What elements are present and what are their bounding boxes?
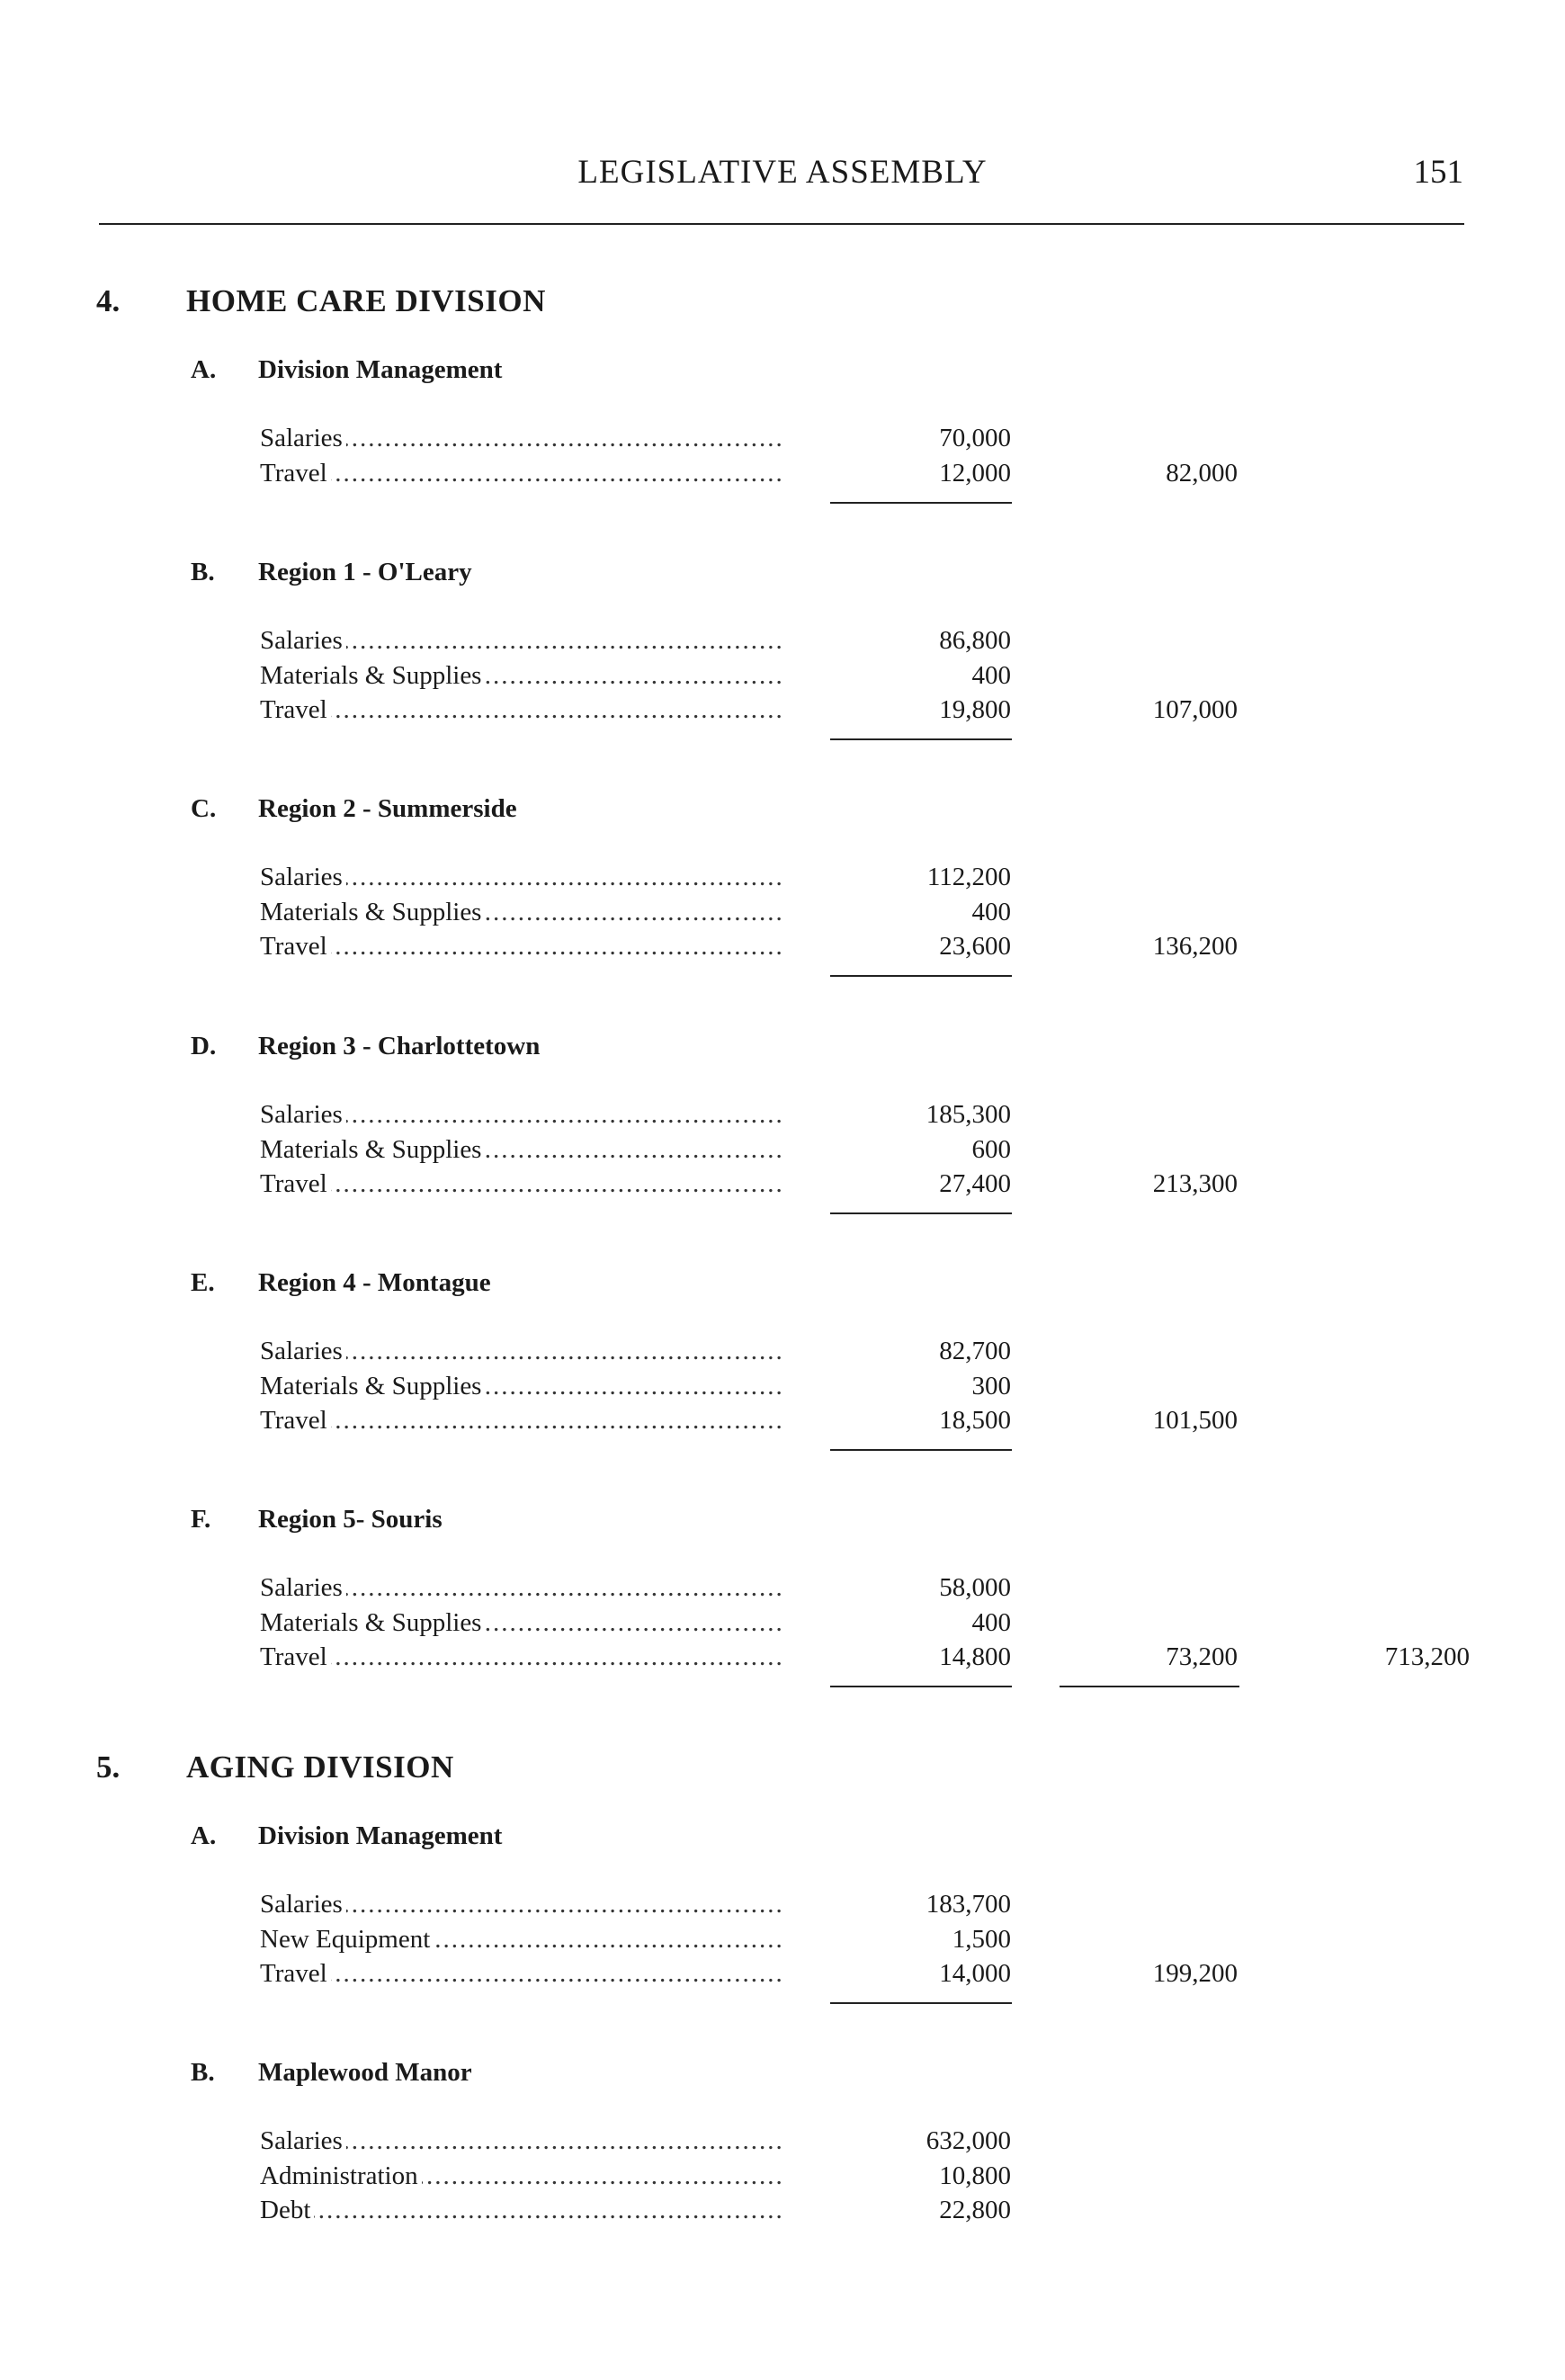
line-item [0,1959,1565,1993]
line-item [0,2161,1565,2196]
line-item [0,1135,1565,1169]
line-item-text: Travel [260,459,331,488]
section-title: Region 5- Souris [258,1505,443,1534]
line-item-label [260,932,783,962]
line-item-label [260,1406,783,1436]
section-letter: A. [191,355,217,384]
subtotal-rule [1060,1686,1239,1687]
header-title: LEGISLATIVE ASSEMBLY [577,154,988,191]
line-item-amount: 19,800 [939,695,1011,724]
page-header [0,153,1565,207]
section-title: Region 3 - Charlottetown [258,1032,541,1060]
section-letter: B. [191,2058,215,2087]
line-item-amount: 600 [971,1134,1011,1164]
section-title: Maplewood Manor [258,2058,472,2087]
line-item-text: Travel [260,1169,331,1198]
section-letter: E. [191,1268,215,1297]
line-item-text: Materials & Supplies [260,661,485,690]
line-item-label [260,661,783,691]
line-item [0,2126,1565,2161]
line-item-text: Salaries [260,1100,346,1129]
line-item [0,626,1565,660]
line-item [0,863,1565,897]
line-item [0,695,1565,729]
line-item-label [260,459,783,488]
line-item-amount: 185,300 [926,1100,1011,1129]
line-item-label [260,1959,783,1989]
section-letter: F. [191,1505,211,1534]
line-item-label [260,1169,783,1199]
section-letter: D. [191,1032,217,1060]
line-item [0,932,1565,966]
section-title: Region 2 - Summerside [258,794,517,823]
line-item [0,1406,1565,1440]
line-item-amount: 58,000 [939,1573,1011,1602]
line-item-text: Materials & Supplies [260,898,485,926]
line-item-amount: 400 [971,897,1011,926]
line-item-text: Salaries [260,1337,346,1365]
line-item [0,1925,1565,1959]
section-subtotal: 73,200 [1166,1642,1238,1671]
line-item-text: Salaries [260,863,346,891]
section-letter: C. [191,794,217,823]
line-item-amount: 112,200 [926,863,1011,891]
page-number: 151 [1413,154,1463,191]
line-item-text: Travel [260,1642,331,1671]
section-letter: B. [191,558,215,586]
line-item-text: Salaries [260,2126,346,2155]
line-item [0,1372,1565,1406]
line-item-label [260,2161,783,2191]
line-item-text: Materials & Supplies [260,1135,485,1164]
header-rule [99,223,1464,225]
line-item-text: Salaries [260,626,346,655]
section-title: Region 4 - Montague [258,1268,491,1297]
division-number: 5. [96,1749,121,1785]
line-item-label [260,898,783,927]
line-item-label [260,1890,783,1919]
line-item-amount: 27,400 [939,1169,1011,1198]
amount-rule [830,975,1012,977]
line-item-label [260,1337,783,1366]
section-subtotal: 82,000 [1166,458,1238,488]
line-item-text: Travel [260,695,331,724]
line-item-amount: 300 [971,1371,1011,1400]
line-item [0,1608,1565,1642]
line-item [0,1169,1565,1203]
line-item-text: Administration [260,2161,422,2190]
division-total: 713,200 [1384,1642,1470,1671]
line-item-amount: 70,000 [939,424,1011,452]
line-item-text: Travel [260,932,331,961]
line-item-amount: 183,700 [926,1890,1011,1919]
line-item [0,459,1565,493]
line-item-label [260,1925,783,1955]
amount-rule [830,1686,1012,1687]
section-subtotal: 101,500 [1152,1406,1238,1435]
amount-rule [830,1449,1012,1451]
line-item [0,661,1565,695]
line-item-label [260,424,783,453]
line-item-amount: 400 [971,660,1011,690]
amount-rule [830,2002,1012,2004]
line-item-amount: 82,700 [939,1337,1011,1365]
amount-rule [830,1212,1012,1214]
line-item-text: Materials & Supplies [260,1372,485,1400]
amount-rule [830,738,1012,740]
line-item [0,1890,1565,1924]
line-item-label [260,1372,783,1401]
line-item [0,1573,1565,1607]
division-title: HOME CARE DIVISION [186,283,546,318]
section-subtotal: 199,200 [1152,1959,1238,1988]
line-item-amount: 632,000 [926,2126,1011,2155]
section-subtotal: 213,300 [1152,1169,1238,1198]
line-item-amount: 400 [971,1607,1011,1637]
section-subtotal: 136,200 [1152,932,1238,961]
line-item-amount: 22,800 [939,2196,1011,2224]
line-item-label [260,1573,783,1603]
amount-rule [830,502,1012,504]
line-item-amount: 1,500 [952,1924,1011,1954]
line-item-label [260,626,783,656]
division-title: AGING DIVISION [186,1749,454,1785]
section-subtotal: 107,000 [1152,695,1238,724]
line-item-label [260,2126,783,2156]
line-item-amount: 10,800 [939,2161,1011,2190]
line-item [0,2196,1565,2230]
line-item-text: Salaries [260,424,346,452]
line-item [0,1337,1565,1371]
line-item [0,1100,1565,1134]
section-title: Division Management [258,1821,503,1850]
line-item-label [260,1135,783,1165]
line-item-text: Debt [260,2196,314,2224]
line-item-amount: 12,000 [939,458,1011,488]
division-number: 4. [96,283,121,318]
line-item [0,1642,1565,1677]
line-item-label [260,1642,783,1672]
line-item-label [260,863,783,892]
line-item-text: New Equipment [260,1925,434,1954]
line-item-label [260,1608,783,1638]
section-title: Division Management [258,355,503,384]
line-item-text: Salaries [260,1890,346,1919]
line-item-label [260,1100,783,1130]
line-item-label [260,695,783,725]
section-title: Region 1 - O'Leary [258,558,472,586]
line-item-text: Travel [260,1959,331,1988]
line-item-amount: 14,800 [939,1642,1011,1671]
line-item [0,898,1565,932]
line-item-amount: 14,000 [939,1959,1011,1988]
line-item-amount: 18,500 [939,1406,1011,1435]
line-item-amount: 23,600 [939,932,1011,961]
line-item-amount: 86,800 [939,626,1011,655]
line-item-label [260,2196,783,2225]
line-item-text: Salaries [260,1573,346,1602]
line-item-text: Materials & Supplies [260,1608,485,1637]
line-item [0,424,1565,458]
section-letter: A. [191,1821,217,1850]
line-item-text: Travel [260,1406,331,1435]
